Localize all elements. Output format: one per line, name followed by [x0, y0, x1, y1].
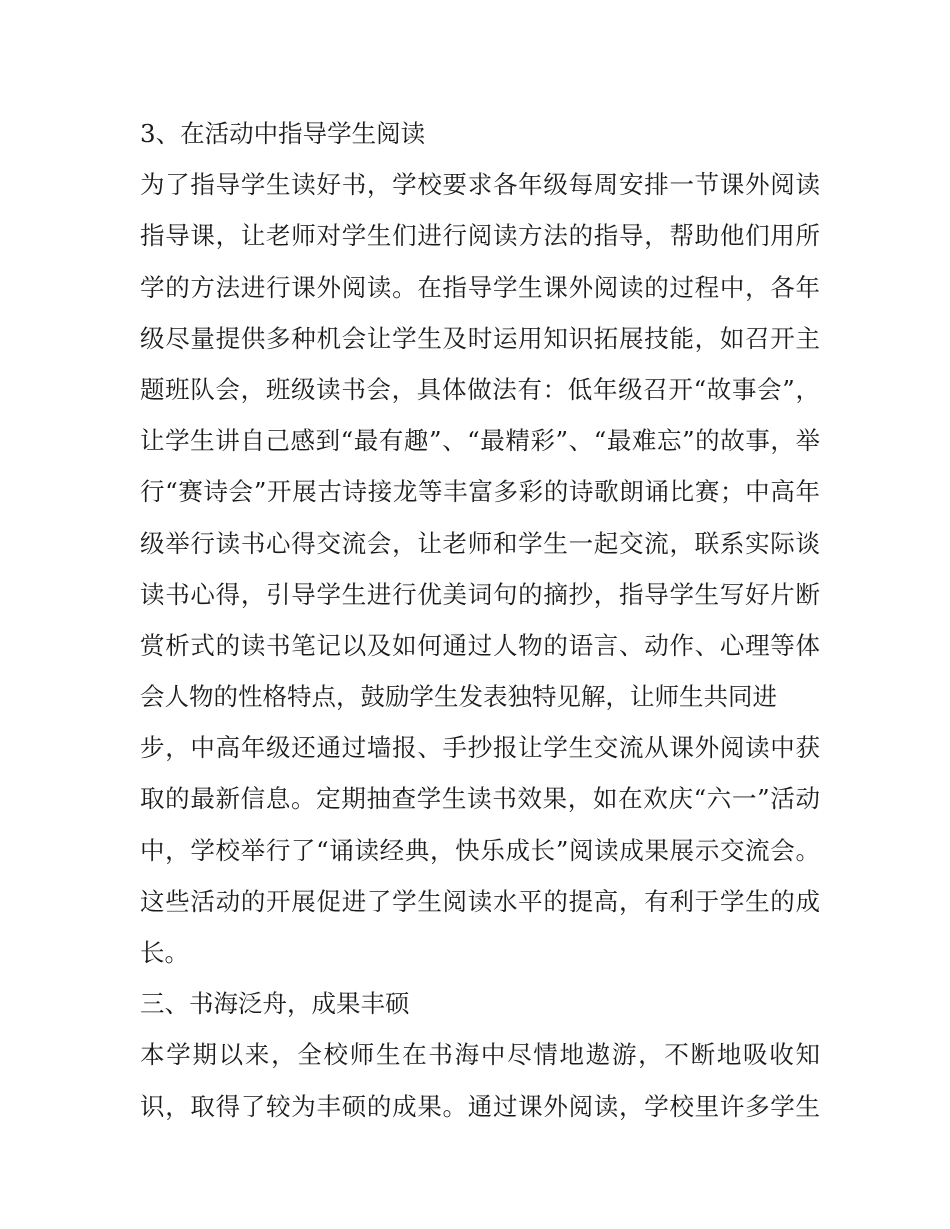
- document-body: [140, 108, 820, 1132]
- paragraph-line: 步，中高年级还通过墙报、手抄报让学生交流从课外阅读中获: [140, 733, 820, 763]
- paragraph-line: 行“赛诗会”开展古诗接龙等丰富多彩的诗歌朗诵比赛；中高年: [140, 477, 820, 507]
- paragraph-line: 识，取得了较为丰硕的成果。通过课外阅读，学校里许多学生: [140, 1091, 820, 1121]
- section-heading-achievements: 三、书海泛舟，成果丰硕: [140, 989, 410, 1019]
- paragraph-line-end: 长。: [140, 938, 189, 967]
- paragraph-line: 本学期以来，全校师生在书海中尽情地遨游，不断地吸收知: [140, 1040, 820, 1070]
- section-heading-reading-guidance: 3、在活动中指导学生阅读: [140, 119, 426, 148]
- paragraph-line: 读书心得，引导学生进行优美词句的摘抄，指导学生写好片断: [140, 579, 820, 609]
- paragraph-line: 指导课，让老师对学生们进行阅读方法的指导，帮助他们用所: [140, 221, 820, 251]
- paragraph-line: 学的方法进行课外阅读。在指导学生课外阅读的过程中，各年: [140, 272, 820, 302]
- paragraph-line: 取的最新信息。定期抽查学生读书效果，如在欢庆“六一”活动: [140, 784, 820, 814]
- paragraph-line: 为了指导学生读好书，学校要求各年级每周安排一节课外阅读: [140, 170, 820, 200]
- paragraph-line: 级举行读书心得交流会，让老师和学生一起交流，联系实际谈: [140, 528, 820, 558]
- paragraph-line: 中，学校举行了“诵读经典，快乐成长”阅读成果展示交流会。: [140, 835, 820, 865]
- paragraph-line: 让学生讲自己感到“最有趣”、“最精彩”、“最难忘”的故事，举: [140, 426, 820, 456]
- paragraph-line: 赏析式的读书笔记以及如何通过人物的语言、动作、心理等体: [140, 630, 820, 660]
- paragraph-line: 级尽量提供多种机会让学生及时运用知识拓展技能，如召开主: [140, 323, 820, 353]
- paragraph-line: 题班队会，班级读书会，具体做法有：低年级召开“故事会”，: [140, 374, 820, 404]
- paragraph-line: 会人物的性格特点，鼓励学生发表独特见解，让师生共同进: [140, 682, 777, 712]
- paragraph-line: 这些活动的开展促进了学生阅读水平的提高，有利于学生的成: [140, 886, 820, 916]
